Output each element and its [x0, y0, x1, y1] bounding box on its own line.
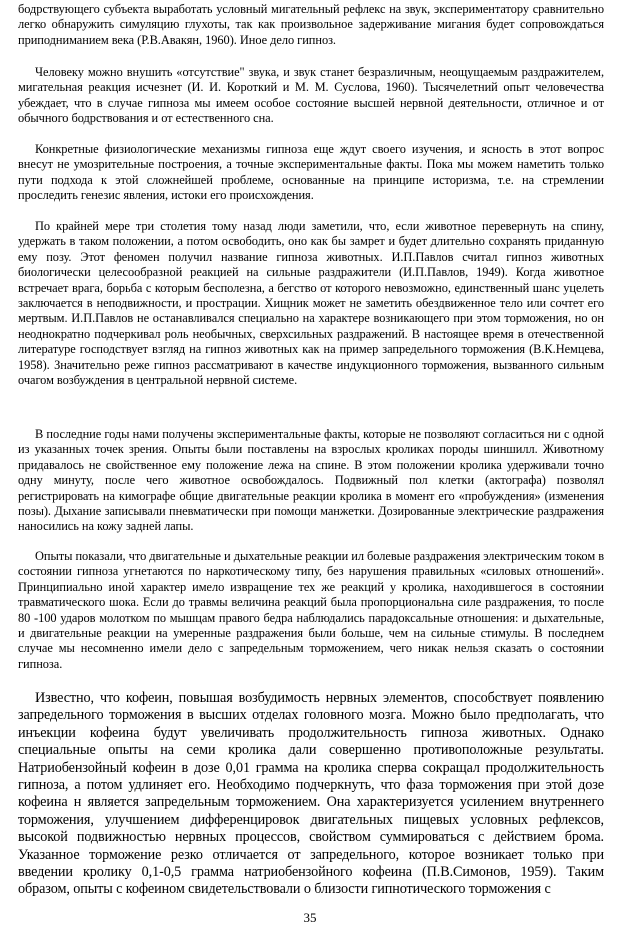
- paragraph-3: Конкретные физиологические механизмы гипноза еще ждут своего изучения, и ясность в этот вопрос внесут не умозрительные построения, а точные экспериментальные факты. Пока мы можем наметить только пути подхода к этой сложнейшей проблеме, основанные на принципе историзма, т.е. на стремлении проследить генезис явления, истоки его происхождения.: [18, 142, 604, 203]
- paragraph-7: Известно, что кофеин, повышая возбудимость нервных элементов, способствует появлению запредельного торможения в высших отделах головного мозга. Можно было предполагать, что инъекции кофеина будут увеличивать продолжительность гипноза животных. Однако специальные опыты на семи кролика дали совершенно противоположные результаты. Натриобензойный кофеин в дозе 0,01 грамма на кролика сперва сокращал продолжительность гипноза, а потом удлиняет его. Необходимо подчеркнуть, что фаза торможения при этой дозе кофеина н является запредельным торможением. Она характеризуется усилением внутреннего торможения, улучшением дифференцировок двигательных пищевых условных рефлексов, высокой подвижностью нервных процессов, свойством суммироваться с действием брома. Указанное торможение резко отличается от запредельного, которое возникает только при введении кролику 0,1-0,5 грамма натриобензойного кофеина (П.В.Симонов, 1959). Таким образом, опыты с кофеином свидетельствовали о близости гипнотического торможения с: [18, 690, 604, 898]
- paragraph-1: бодрствующего субъекта выработать условный мигательный рефлекс на звук, экспериментатору сравнительно легко обнаружить симуляцию глухоты, так как произвольное задерживание мигания будет сопровождаться приподниманием века (Р.В.Авакян, 1960). Иное дело гипноз.: [18, 2, 604, 47]
- paragraph-5: В последние годы нами получены экспериментальные факты, которые не позволяют согласиться ни с одной из указанных точек зрения. Опыты были поставлены на взрослых кроликах породы шиншилл. Животному придавалось не свойственное ему положение лежа на спине. В этом положении кролика удерживали точно одну минуту, после чего животное освобождалось. Подвижный пол клетки (актографа) позволял регистрировать на кимографе общие двигательные реакции кролика в момент его «пробуждения» (изменения позы). Дыхание записывали пневматически при помощи манжетки. Дозированные электрические раздражения наносились на кожу задней лапы.: [18, 427, 604, 534]
- paragraph-2: Человеку можно внушить «отсутствие" звука, и звук станет безразличным, неощущаемым раздражителем, мигательная реакция исчезнет (И. И. Короткий и М. М. Суслова, 1960). Тысячелетний опыт человечества убеждает, что в случае гипноза мы имеем особое состояние высшей нервной деятельности, отличное и от обычного бодрствования и от естественного сна.: [18, 65, 604, 126]
- page-number: 35: [303, 910, 317, 925]
- paragraph-4: По крайней мере три столетия тому назад люди заметили, что, если животное перевернуть на спину, удержать в таком положении, а потом освободить, оно как бы замрет и будет длительно сохранять приданную ему позу. Этот феномен получил название гипноза животных. И.П.Павлов считал гипноз животных биологически целесообразной реакцией на сильные раздражители (И.П.Павлов, 1949). Когда животное встречает врага, борьба с которым бесполезна, а бегство от которого невозможно, единственный шанс уцелеть заключается в неподвижности, и прострации. Хищник может не заметить обездвиженное тело или сочтет его мертвым. И.П.Павлов не останавливался специально на характере возникающего при этом торможения, но он неоднократно подчеркивал роль необычных, сверхсильных раздражений. В настоящее время в отечественной литературе господствует взгляд на гипноз животных как на пример запредельного торможения (В.К.Немцева, 1958). Значительно реже гипноз рассматривают в качестве индукционного торможения, вызванного сильным очагом возбуждения в центральной нервной системе.: [18, 219, 604, 388]
- paragraph-6: Опыты показали, что двигательные и дыхательные реакции ил болевые раздражения электрическим током в состоянии гипноза угнетаются по наркотическому типу, без нарушения правильных «силовых отношений». Принципиально иной характер имело извращение тех же реакций у кролика, находившегося в состоянии травматического шока. Если до травмы величина реакций была пропорциональна силе раздражения, то после 80 -100 ударов молотком по мышцам правого бедра наблюдались парадоксальные отношения: и дыхательные, и двигательные реакции на умеренные раздражения были больше, чем на сильные стимулы. В последнем случае мы несомненно имели дело с запредельным торможением, чего никак нельзя сказать о состоянии гипноза.: [18, 549, 604, 671]
